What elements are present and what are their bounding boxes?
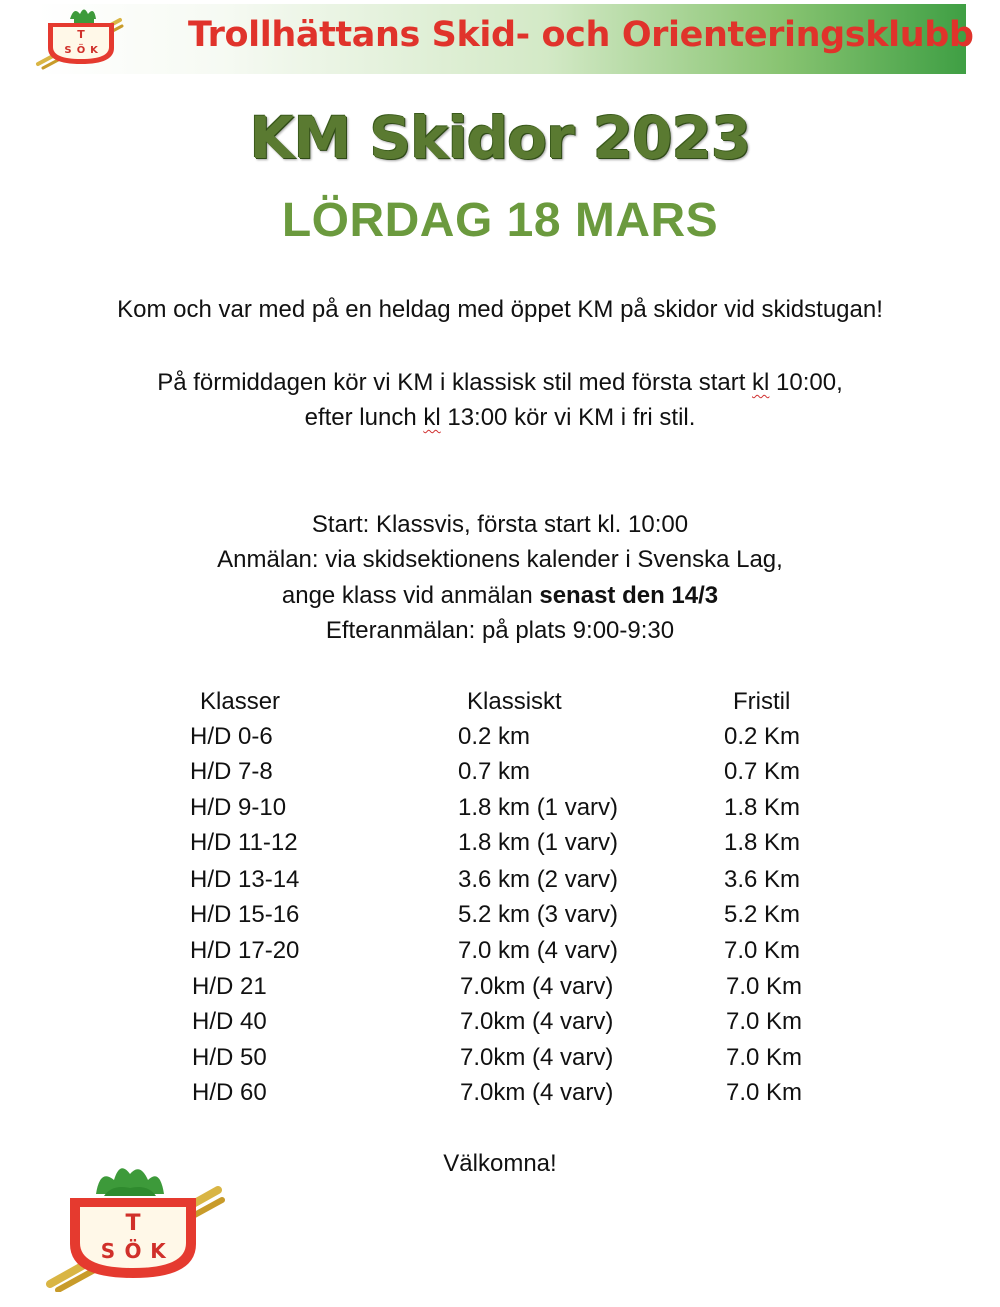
logo-letter-o: Ö: [76, 45, 86, 56]
intro-line-3: [0, 400, 1000, 435]
table-cell-freestyle: 0.2 Km: [724, 723, 801, 750]
start-info: Start: Klassvis, första start kl. 10:00: [311, 511, 689, 538]
table-cell-class: H/D 11-12: [190, 829, 298, 856]
spellcheck-word-kl: kl: [752, 369, 770, 396]
late-signup-info: Efteranmälan: på plats 9:00-9:30: [325, 617, 675, 644]
club-name: Trollhättans Skid- och Orienteringsklubb: [188, 15, 974, 55]
logo-large-letter-s: S: [100, 1239, 116, 1263]
table-cell-freestyle: 7.0 Km: [724, 937, 801, 964]
table-cell-class: H/D 7-8: [190, 758, 273, 785]
table-cell-classic: 1.8 km (1 varv): [458, 829, 619, 856]
table-cell-classic: 7.0km (4 varv): [460, 1008, 614, 1035]
table-cell-freestyle: 7.0 Km: [726, 1079, 803, 1106]
intro-line-3-b: 13:00 kör vi KM i fri stil.: [440, 404, 696, 431]
table-cell-classic: 1.8 km (1 varv): [458, 794, 619, 821]
event-title: KM Skidor 2023: [249, 104, 751, 172]
tsok-club-logo-large-icon: [44, 1160, 226, 1292]
table-cell-class: H/D 15-16: [190, 901, 300, 928]
table-cell-class: H/D 17-20: [190, 937, 300, 964]
table-cell-freestyle: 5.2 Km: [724, 901, 801, 928]
logo-letter-t: T: [77, 28, 85, 41]
intro-line-1: Kom och var med på en heldag med öppet KM på skidor vid skidstugan!: [117, 296, 883, 323]
intro-line-2-a: På förmiddagen kör vi KM i klassisk stil med första start: [157, 369, 753, 396]
table-cell-freestyle: 7.0 Km: [726, 1008, 803, 1035]
logo-letter-k: K: [90, 45, 98, 56]
table-cell-freestyle: 1.8 Km: [724, 829, 801, 856]
intro-line-3-a: efter lunch: [304, 404, 424, 431]
table-cell-freestyle: 3.6 Km: [724, 866, 801, 893]
table-cell-classic: 7.0 km (4 varv): [458, 937, 619, 964]
table-header-classes: Klasser: [200, 688, 281, 715]
table-cell-freestyle: 7.0 Km: [726, 973, 803, 1000]
table-cell-class: H/D 0-6: [190, 723, 273, 750]
spellcheck-word-kl-2: kl: [423, 404, 441, 431]
table-cell-class: H/D 50: [192, 1044, 267, 1071]
table-cell-classic: 3.6 km (2 varv): [458, 866, 619, 893]
signup-info: Anmälan: via skidsektionens kalender i Svenska Lag,: [217, 546, 783, 573]
logo-large-letter-k: K: [150, 1239, 166, 1263]
table-cell-freestyle: 0.7 Km: [724, 758, 801, 785]
deadline-text: senast den 14/3: [539, 582, 719, 609]
logo-large-letter-o: Ö: [124, 1239, 142, 1263]
table-cell-classic: 7.0km (4 varv): [460, 973, 614, 1000]
table-cell-classic: 7.0km (4 varv): [460, 1044, 614, 1071]
table-cell-class: H/D 21: [192, 973, 267, 1000]
class-note-text: ange klass vid anmälan: [281, 582, 540, 609]
welcome-text: Välkomna!: [443, 1150, 557, 1177]
table-cell-classic: 0.2 km: [458, 723, 531, 750]
table-cell-class: H/D 60: [192, 1079, 267, 1106]
table-cell-freestyle: 7.0 Km: [726, 1044, 803, 1071]
intro-line-2: [0, 365, 1000, 400]
table-cell-freestyle: 1.8 Km: [724, 794, 801, 821]
table-cell-class: H/D 13-14: [190, 866, 300, 893]
logo-large-letter-t: T: [125, 1211, 141, 1236]
table-cell-classic: 5.2 km (3 varv): [458, 901, 619, 928]
intro-line-2-b: 10:00,: [769, 369, 843, 396]
logo-letter-s: S: [64, 45, 72, 56]
header-banner: [36, 4, 974, 74]
table-header-freestyle: Fristil: [733, 688, 791, 715]
tsok-club-logo-icon: [34, 6, 124, 70]
class-note: [0, 578, 1000, 613]
table-cell-classic: 7.0km (4 varv): [460, 1079, 614, 1106]
table-cell-class: H/D 40: [192, 1008, 267, 1035]
table-header-classic: Klassiskt: [467, 688, 562, 715]
table-cell-classic: 0.7 km: [458, 758, 531, 785]
table-cell-class: H/D 9-10: [190, 794, 287, 821]
event-date: LÖRDAG 18 MARS: [281, 194, 719, 247]
